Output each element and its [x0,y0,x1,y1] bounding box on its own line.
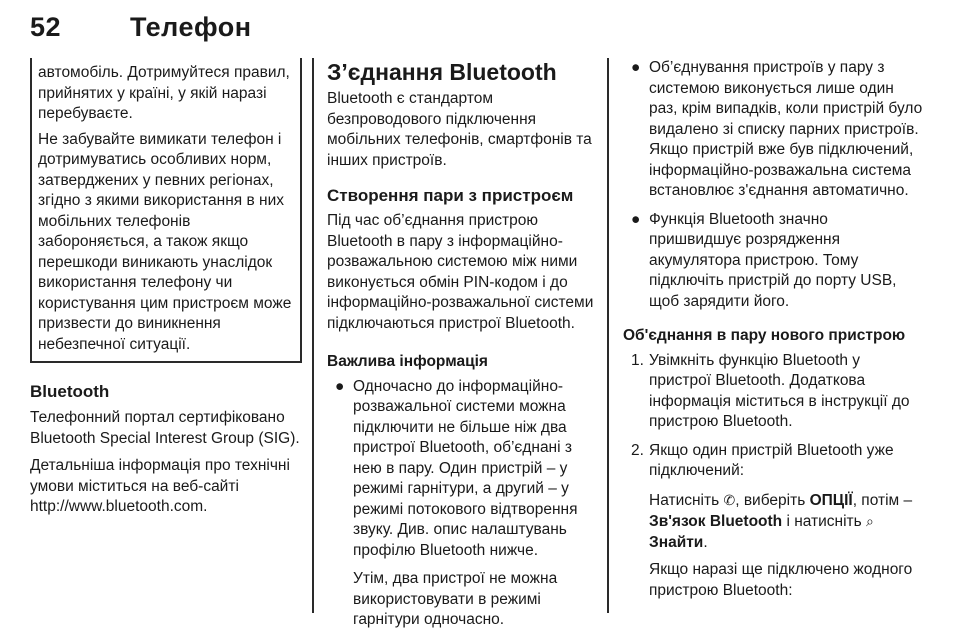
section-heading: З’єднання Bluetooth [327,59,557,85]
bluetooth-para-1: Телефонний портал сертифіковано Bluetooth Special Interest Group (SIG). [30,409,300,447]
list-item [623,210,923,313]
bluetooth-para-2: Детальніша інформація про технічні умови міститься на веб-сайті http://www.bluetooth.com. [30,457,290,515]
bullet-icon: ● [631,210,641,228]
intro-para: Bluetooth є стандартом безпроводового підключення мобільних телефонів, смартфонів та інших пристроїв. [327,90,592,169]
list-item [327,377,597,562]
column-1 [30,58,302,525]
bluetooth-connection-label: Зв'язок Bluetooth [649,513,783,530]
page-header [30,12,930,52]
bullet-icon: ● [631,59,641,76]
step-text: Якщо один пристрій Bluetooth уже підключений: [649,441,894,479]
page-number: 52 [30,12,62,42]
bullet-text: Функція Bluetooth значно пришвидшує розрядження акумулятора пристрою. Тому підключіть пристрій до порту USB, щоб зарядити його. [649,210,897,310]
notice-box [30,58,302,363]
step-2-followup: Якщо наразі ще підключено жодного пристрою Bluetooth: [649,561,913,599]
pairing-para: Під час об’єднання пристрою Bluetooth в пару з інформаційно-розважальною системою між ними виконується обмін PIN-кодом і до інформаційно-розважальної системи підключаються пристрої Bluetooth. [327,212,594,332]
search-icon: ⌕ [866,513,874,529]
find-label: Знайти [649,533,704,551]
bullet-text: Об’єднування пристроїв у пару з системою виконується лише один раз, крім випадків, коли пристрій було видалено зі списку парних пристроїв. Якщо пристрій вже був підключений, інформаційно-розважальна система встановлює з'єднання автоматично. [649,59,923,199]
bluetooth-heading: Bluetooth [30,382,110,401]
step-2-instruction: Натисніть ✆, виберіть ОПЦІЇ, потім – Зв'язок Bluetooth і натисніть ⌕ Знайти. [649,491,913,551]
step-number: 1. [631,351,644,369]
step-1 [623,351,923,433]
bullet-text: Одночасно до інформаційно-розважальної системи можна підключити не більше ніж два пристрої Bluetooth, об’єднані з нею в пару. Один пристрій – у режимі гарнітури, а другий – у режимі потокового відтворення звуку. Див. опис налаштувань профілю Bluetooth нижче. [353,377,578,559]
step-number: 2. [631,441,644,459]
list-item [623,58,923,202]
column-3 [623,58,923,608]
notice-para-1: автомобіль. Дотримуйтеся правил, прийнятих у країні, у якій наразі перебуваєте. [38,64,290,122]
bullet-icon: ● [335,377,345,395]
new-device-heading: Об'єднання в пару нового пристрою [623,327,906,344]
options-label: ОПЦІЇ [809,491,853,509]
running-title: Телефон [130,12,252,42]
column-divider-1 [312,58,314,613]
column-divider-2 [607,58,609,613]
step-text: Увімкніть функцію Bluetooth у пристрої Bluetooth. Додаткова інформація міститься в інструкції до пристрою Bluetooth. [649,351,910,430]
column-2 [327,58,597,638]
bullet-continuation: Утім, два пристрої не можна використовувати в режимі гарнітури одночасно. [353,570,558,628]
step-2 [623,441,923,482]
important-label: Важлива інформація [327,353,488,370]
notice-para-2: Не забувайте вимикати телефон і дотримуватись особливих норм, затверджених у певних регіонах, згідно з якими використання в них мобільних телефонів забороняється, а також якщо перешкоди виникають унаслідок використання телефону чи користування цим пристроєм може призвести до виникнення небезпечної ситуації. [38,130,292,353]
phone-icon: ✆ [723,491,736,508]
pairing-heading: Створення пари з пристроєм [327,186,574,205]
